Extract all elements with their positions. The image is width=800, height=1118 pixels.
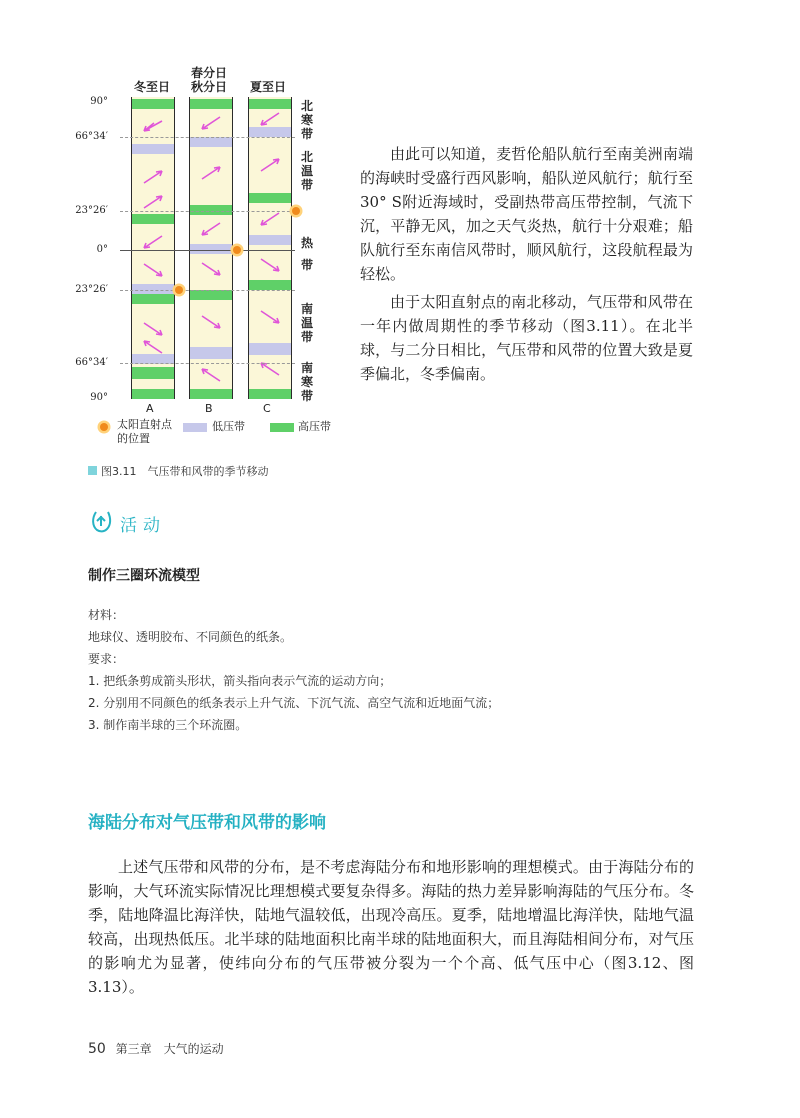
column-b [189, 97, 233, 399]
step-item: 1. 把纸条剪成箭头形状，箭头指向表示气流的运动方向； [88, 674, 392, 688]
latitude-label: 90° [90, 96, 108, 107]
column-header-a [127, 80, 177, 94]
step-item: 2. 分别用不同颜色的纸条表示上升气流、下沉气流、高空气流和近地面气流； [88, 696, 500, 710]
legend-low-swatch [183, 423, 207, 432]
wind-arrow-icon [132, 117, 174, 137]
column-letter-a: A [146, 402, 154, 415]
column-header-b-text-1: 春分日 [190, 66, 227, 80]
legend-high-swatch [270, 423, 294, 432]
paragraph: 上述气压带和风带的分布，是不考虑海陆分布和地形影响的理想模式。由于海陆分布的影响，大气环流实际情况比理想模式要复杂得多。海陆的热力差异影响海陆的气压分布。冬季，陆地降温比海洋快，陆地气温较低，出现冷高压。夏季，陆地增温比海洋快，陆地气温较高，出现热低压。北半球的陆地面积比南半球的陆地面积大，而且海陆相间分布，对气压的影响尤为显著，使纬向分布的气压带被分裂为一个个高、低气压中心（图3.12、图3.13）。 [88, 858, 694, 996]
wind-arrow-icon [190, 219, 232, 239]
column-letter-b: B [205, 402, 213, 415]
latitude-label: 0° [96, 244, 108, 255]
high-pressure-band [190, 290, 232, 300]
low-pressure-band [132, 144, 174, 154]
antarctic-circle-line [120, 363, 295, 364]
wind-arrow-icon [132, 337, 174, 357]
zone-label-north-frigid: 北寒带 [300, 99, 313, 141]
page-number: 50 [88, 1041, 106, 1057]
low-pressure-band [249, 343, 291, 355]
wind-arrow-icon [132, 232, 174, 252]
column-letter-c: C [263, 402, 271, 415]
column-header-c-text: 夏至日 [249, 80, 286, 94]
column-c [248, 97, 292, 399]
activity-heading: 活动 [120, 516, 166, 536]
sun-direct-point-icon [289, 204, 303, 218]
column-header-b-text-2: 秋分日 [190, 80, 227, 94]
chapter-title: 第三章 大气的运动 [115, 1042, 224, 1056]
materials-text: 地球仪、透明胶布、不同颜色的纸条。 [88, 630, 293, 644]
high-pressure-band [190, 205, 232, 215]
equator-line [120, 250, 295, 251]
sun-direct-point-icon [172, 283, 186, 297]
activity-body [88, 604, 708, 736]
section-heading: 海陆分布对气压带和风带的影响 [88, 813, 326, 833]
high-pressure-band [132, 389, 174, 399]
zone-label-north-temperate: 北温带 [300, 150, 313, 192]
legend-high-label: 高压带 [298, 420, 331, 433]
page-footer [88, 1040, 224, 1057]
tropic-cancer-line [120, 211, 295, 212]
high-pressure-band [132, 367, 174, 379]
high-pressure-band [132, 214, 174, 224]
low-pressure-band [132, 284, 174, 294]
high-pressure-band [190, 389, 232, 399]
zone-label-south-frigid: 南寒带 [300, 361, 313, 403]
wind-arrow-icon [132, 192, 174, 212]
zone-label-south-temperate: 南温带 [300, 302, 313, 344]
wind-arrow-icon [249, 359, 291, 379]
low-pressure-band [190, 347, 232, 359]
arctic-circle-line [120, 137, 295, 138]
paragraph: 由于太阳直射点的南北移动，气压带和风带在一年内做周期性的季节移动（图3.11）。在北半球，与二分日相比，气压带和风带的位置大致是夏季偏北，冬季偏南。 [360, 293, 693, 383]
high-pressure-band [132, 99, 174, 109]
zone-label-tropical: 热带 [300, 236, 313, 272]
high-pressure-band [249, 389, 291, 399]
high-pressure-band [190, 99, 232, 109]
activity-title: 制作三圈环流模型 [88, 568, 200, 584]
paragraph: 由此可以知道，麦哲伦船队航行至南美洲南端的海峡时受盛行西风影响，船队逆风航行；航行至30° S附近海域时，受副热带高压带控制，气流下沉，平静无风，加之天气炎热，航行十分艰难；船队航行至东南信风带时，顺风航行，这段航程最为轻松。 [360, 145, 693, 283]
wind-arrow-icon [249, 255, 291, 275]
step-item: 3. 制作南半球的三个环流圈。 [88, 718, 248, 732]
wind-arrow-icon [190, 163, 232, 183]
wind-arrow-icon [190, 312, 232, 332]
materials-label: 材料： [88, 608, 125, 622]
column-header-a-text: 冬至日 [133, 80, 170, 94]
section-body [88, 855, 694, 999]
wind-arrow-icon [249, 109, 291, 129]
column-header-c [243, 80, 293, 94]
requirements-label: 要求： [88, 652, 125, 666]
legend-sun-icon [97, 420, 111, 434]
column-header-b [184, 66, 234, 94]
low-pressure-band [190, 244, 232, 254]
right-text [360, 142, 693, 386]
wind-arrow-icon [249, 155, 291, 175]
sun-direct-point-icon [230, 243, 244, 257]
legend-sun-label: 太阳直射点的位置 [117, 418, 172, 445]
tropic-capricorn-line [120, 290, 295, 291]
high-pressure-band [249, 193, 291, 203]
figure-caption [88, 463, 269, 479]
high-pressure-band [249, 99, 291, 109]
low-pressure-band [249, 235, 291, 245]
latitude-label: 90° [90, 392, 108, 403]
wind-arrow-icon [132, 319, 174, 339]
wind-arrow-icon [190, 259, 232, 279]
latitude-label: 23°26′ [75, 284, 108, 295]
caption-text: 气压带和风带的季节移动 [147, 465, 269, 478]
latitude-label: 23°26′ [75, 205, 108, 216]
caption-marker [88, 466, 97, 475]
latitude-label: 66°34′ [75, 357, 108, 368]
wind-arrow-icon [190, 365, 232, 385]
wind-arrow-icon [132, 167, 174, 187]
high-pressure-band [249, 280, 291, 290]
latitude-label: 66°34′ [75, 131, 108, 142]
column-a [131, 97, 175, 399]
activity-icon [88, 508, 116, 536]
low-pressure-band [190, 137, 232, 147]
caption-number: 图3.11 [101, 465, 137, 478]
wind-arrow-icon [249, 209, 291, 229]
wind-arrow-icon [132, 260, 174, 280]
high-pressure-band [132, 294, 174, 304]
legend-low-label: 低压带 [212, 420, 245, 433]
wind-arrow-icon [249, 307, 291, 327]
wind-arrow-icon [190, 113, 232, 133]
